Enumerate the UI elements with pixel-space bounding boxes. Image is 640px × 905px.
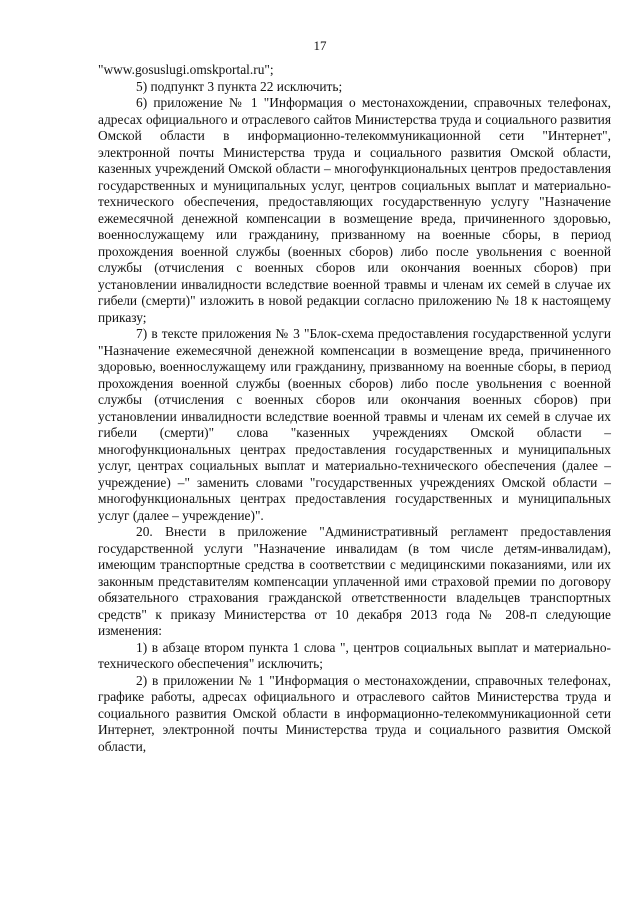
paragraph: 5) подпункт 3 пункта 22 исключить; [136,78,343,94]
paragraph: 2) в приложении № 1 "Информация о местонахождении, справочных телефонах, графике работы, адресах официального и отраслевого сайтов Министерства труда и социального развития Омской области в информационно-телекоммуникационной сети Интернет, электронной почты Министерства труда и социального развития Омской области, [98,672,611,754]
paragraph: 6) приложение № 1 "Информация о местонахождении, справочных телефонах, адресах официального и отраслевого сайтов Министерства труда и социального развития Омской области в информационно-телекоммуникационной сети "Интернет", электронной почты Министерства труда и социального развития Омской области, казенных учреждений Омской области – многофункциональных центров предоставления государственных и муниципальных услуг, центров социальных выплат и материально-технического обеспечения, предоставляющих государственную услугу "Назначение ежемесячной денежной компенсации в возмещение вреда, причиненного здоровью, военнослужащему или гражданину, призванному на военные сборы, в период прохождения военной службы (военных сборов) либо после увольнения с военной службы (отчисления с военных сборов или окончания военных сборов) при установлении инвалидности вследствие военной травмы и членам их семей в случае их гибели (смерти)" изложить в новой редакции согласно приложению № 18 к настоящему приказу; [98,95,611,325]
page-number: 17 [313,38,327,53]
paragraph: 7) в тексте приложения № 3 "Блок-схема предоставления государственной услуги "Назначение ежемесячной денежной компенсации в возмещение вреда, причиненного здоровью, военнослужащему или гражданину, призванному на военные сборы, в период прохождения военной службы (военных сборов) либо после увольнения с военной службы (отчисления с военных сборов или окончания военных сборов) при установлении инвалидности вследствие военной травмы и членам их семей в случае их гибели (смерти)" слова "казенных учреждениях Омской области – многофункциональных центрах предоставления государственных и муниципальных услуг, центрах социальных выплат и материально-технического обеспечения (далее – учреждение) –" заменить словами "государственных учреждениях Омской области – многофункциональных центрах предоставления государственных и муниципальных услуг (далее – учреждение)". [98,326,611,523]
paragraph: 1) в абзаце втором пункта 1 слова ", центров социальных выплат и материально-технического обеспечения" исключить; [98,639,611,671]
paragraph: "www.gosuslugi.omskportal.ru"; [98,62,274,77]
paragraph: 20. Внести в приложение "Административный регламент предоставления государственной услуги "Назначение инвалидам (в том числе детям-инвалидам), имеющим транспортные средства в соответствии с медицинскими показаниями, или их законным представителям компенсации уплаченной ими страховой премии по договору обязательного страхования гражданской ответственности владельцев транспортных средств" к приказу Министерства от 10 декабря 2013 года № 208-п следующие изменения: [98,524,611,638]
document-body [98,62,611,755]
